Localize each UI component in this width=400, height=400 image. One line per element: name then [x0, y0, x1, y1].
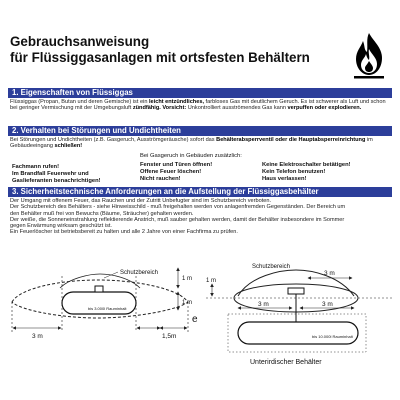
page-title: [10, 34, 350, 66]
diagram-right: [206, 264, 392, 366]
section-2-text-a: Bei Störungen und Undichtheiten (z.B. Gasgeruch, Ausströmgeräusche) sofort das: [10, 137, 217, 143]
section-1-heading: 1. Eigenschaften von Flüssiggas: [8, 88, 392, 98]
right-dim-3m-right: 3 m: [322, 301, 333, 308]
section-1-text-a: Flüssiggas (Propan, Butan und deren Gemische) ist ein: [10, 99, 149, 105]
left-dim-15m: 1,5m: [162, 333, 177, 340]
right-dim-3m-top: 3 m: [324, 270, 335, 277]
col2-line-2: Offene Feuer löschen!: [140, 169, 202, 175]
col1-line-3: Gaslieferanten benachrichtigen!: [12, 178, 101, 184]
col1-line-2: Im Brandfall Feuerwehr und: [12, 171, 89, 177]
col1-line-1: Fachmann rufen!: [12, 164, 60, 170]
right-schutzbereich-label: Schutzbereich: [252, 264, 291, 270]
installation-diagrams: [0, 248, 400, 400]
section-3-heading: 3. Sicherheitstechnische Anforderungen an die Aufstellung der Flüssiggasbehälter: [8, 187, 392, 197]
section-2-text-c: im Gebäudeeingang: [10, 137, 373, 150]
section-1-text-h: verpuffen oder explodieren.: [287, 105, 362, 112]
left-dim-1m-top: 1 m: [182, 276, 193, 282]
right-tank-label: bis 10.000l Rauminhalt: [312, 334, 353, 339]
col3-line-1: Keine Elektroschalter betätigen!: [262, 162, 351, 168]
section-3-line-2: Der Schutzbereich des Behälters - siehe Hinweisschild - muß freigehalten werden von anlagenfremden Gegenständen. Der Bereich um: [10, 204, 346, 211]
section-1-text-g: Unkontrolliert ausströmendes Gas kann: [186, 105, 288, 112]
section-1-text-f: Vorsicht:: [162, 105, 187, 112]
title-line-1: Gebrauchsanweisung: [10, 34, 150, 49]
section-1-text-b: leicht entzündliches,: [148, 99, 204, 105]
left-schutzbereich-label: Schutzbereich: [120, 270, 159, 276]
right-tank: [238, 322, 358, 344]
col2-line-3: Nicht rauchen!: [140, 176, 181, 182]
section-2-text-d: schließen!: [54, 143, 83, 150]
title-line-2: für Flüssiggasanlagen mit ortsfesten Behältern: [10, 50, 310, 65]
section-3-line-4: Der weiße, die Sonneneinstrahlung reflektierende Anstrich, muß sauber gehalten werden, damit der Behälter insbesondere im Sommer: [10, 216, 345, 223]
section-1-text-c: farbloses Gas mit deutlichem Geruch. Es ist schwerer als Luft und schon bei geringer Vermischung mit der Umgebungsluft: [10, 99, 386, 112]
right-tank-dome: [288, 288, 304, 294]
label-e: e: [192, 314, 198, 325]
col3-line-3: Haus verlassen!: [262, 176, 307, 182]
section-3-text: [10, 198, 390, 236]
section-3-line-5: gegen Erwärmung wirksam geschützt ist.: [10, 223, 112, 230]
left-dim-1m-bottom: 1 m: [182, 300, 193, 306]
right-caption: Unterirdischer Behälter: [250, 359, 322, 366]
instructions-column-1: [12, 164, 101, 185]
section-2-text: [10, 137, 390, 150]
instructions-column-2: [140, 162, 212, 183]
col3-line-2: Kein Telefon benutzen!: [262, 169, 326, 175]
gebaeude-label: Bei Gasgeruch in Gebäuden zusätzlich:: [140, 153, 242, 159]
right-dim-1m: 1 m: [206, 278, 217, 284]
flame-icon: [352, 31, 386, 79]
instructions-column-3: [262, 162, 351, 183]
right-dim-3m-left: 3 m: [258, 301, 269, 308]
section-2-heading: 2. Verhalten bei Störungen und Undichtheiten: [8, 126, 392, 136]
section-1-text-d: zündfähig.: [132, 105, 161, 112]
section-1-text: [10, 99, 390, 112]
left-tank-valve: [95, 286, 103, 292]
section-3-line-6: Ein Feuerlöscher ist betriebsbereit zu halten und alle 2 Jahre von einer Fachfirma zu prüfen.: [10, 229, 238, 236]
section-2-text-b: Behälterabsperrventil oder die Hauptabsperreinrichtung: [216, 137, 366, 143]
col2-line-1: Fenster und Türen öffnen!: [140, 162, 213, 168]
diagram-left: [12, 268, 198, 340]
left-tank-label: bis 3.000l Rauminhalt: [88, 306, 127, 311]
section-3-line-1: Der Umgang mit offenem Feuer, das Rauchen und der Zutritt Unbefugter sind im Schutzbereich verboten.: [10, 198, 272, 204]
left-dim-3m: 3 m: [32, 333, 43, 340]
section-3-line-3: den Behälter muß frei von Bewuchs (Bäume, Sträucher) gehalten werden.: [10, 210, 194, 217]
